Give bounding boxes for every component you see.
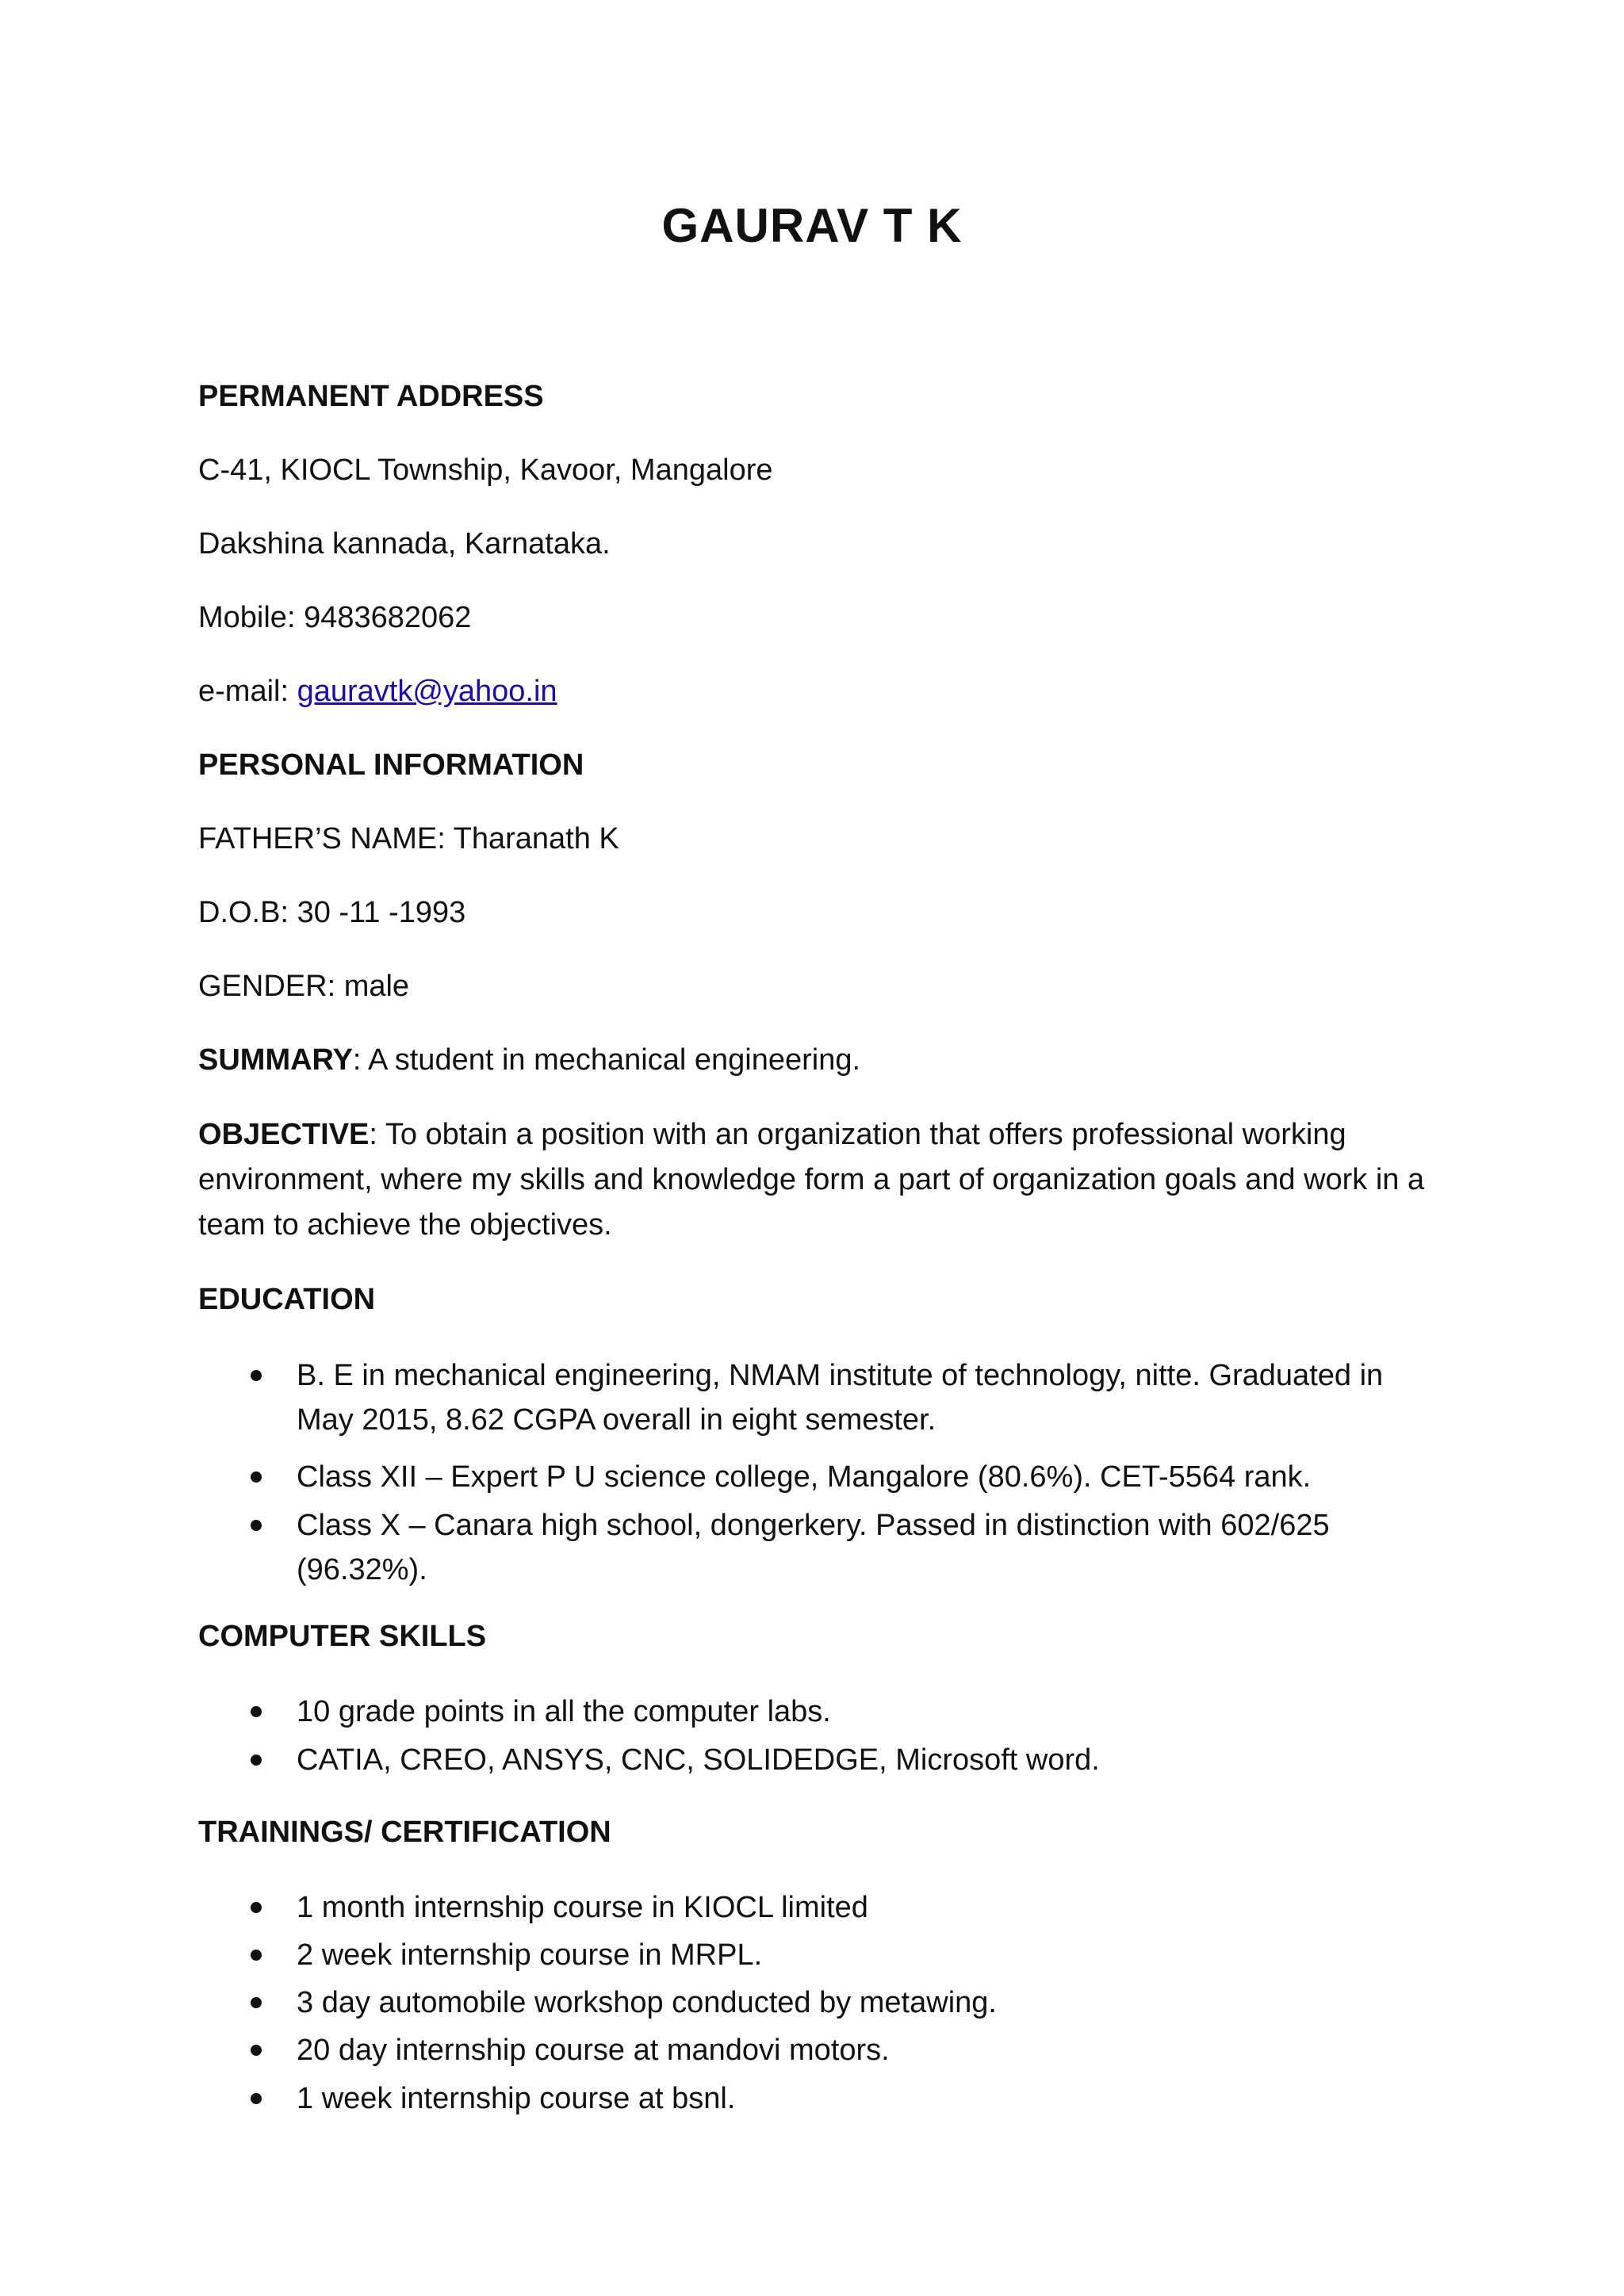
address-line-2: Dakshina kannada, Karnataka. bbox=[198, 527, 611, 561]
resume-name: GAURAV T K bbox=[661, 199, 963, 252]
address-line-1: C-41, KIOCL Township, Kavoor, Mangalore bbox=[198, 453, 773, 487]
training-item: 2 week internship course in MRPL. bbox=[297, 1938, 763, 1972]
gender: GENDER: male bbox=[198, 970, 410, 1003]
summary-row bbox=[198, 1038, 860, 1082]
bullet-icon bbox=[251, 1950, 262, 1961]
father-name: FATHER’S NAME: Tharanath K bbox=[198, 822, 619, 855]
education-heading: EDUCATION bbox=[198, 1283, 376, 1316]
bullet-icon bbox=[251, 1520, 262, 1531]
mobile-number: 9483682062 bbox=[304, 601, 472, 634]
bullet-icon bbox=[251, 1755, 262, 1766]
email-label: e-mail: bbox=[198, 675, 297, 708]
bullet-icon bbox=[251, 1706, 262, 1717]
objective-text: : To obtain a position with an organization that offers professional working environment, where my skills and knowledge form a part of organization goals and work in a team to achieve the objectives. bbox=[198, 1118, 1425, 1242]
mobile-row bbox=[198, 595, 471, 640]
bullet-icon bbox=[251, 1370, 262, 1381]
address-heading: PERMANENT ADDRESS bbox=[198, 380, 544, 413]
computer-skill-item: 10 grade points in all the computer labs. bbox=[297, 1695, 831, 1728]
training-item: 1 month internship course in KIOCL limited bbox=[297, 1891, 868, 1924]
objective-label: OBJECTIVE bbox=[198, 1118, 370, 1151]
date-of-birth: D.O.B: 30 -11 -1993 bbox=[198, 896, 466, 929]
bullet-icon bbox=[251, 2093, 262, 2104]
summary-label: SUMMARY bbox=[198, 1043, 353, 1077]
bullet-icon bbox=[251, 2045, 262, 2056]
training-item: 20 day internship course at mandovi motors. bbox=[297, 2034, 890, 2067]
personal-heading: PERSONAL INFORMATION bbox=[198, 748, 584, 782]
objective-paragraph bbox=[198, 1112, 1443, 1248]
bullet-icon bbox=[251, 1902, 262, 1913]
email-row bbox=[198, 669, 557, 714]
trainings-heading: TRAININGS/ CERTIFICATION bbox=[198, 1816, 611, 1849]
education-item: Class X – Canara high school, dongerkery. Passed in distinction with 602/625 (96.32%). bbox=[297, 1509, 1330, 1586]
bullet-icon bbox=[251, 1471, 262, 1483]
education-item: B. E in mechanical engineering, NMAM institute of technology, nitte. Graduated in May 2015, 8.62 CGPA overall in eight semester. bbox=[297, 1359, 1384, 1437]
training-item: 3 day automobile workshop conducted by metawing. bbox=[297, 1986, 997, 2019]
bullet-icon bbox=[251, 1997, 262, 2008]
computer-skill-item: CATIA, CREO, ANSYS, CNC, SOLIDEDGE, Microsoft word. bbox=[297, 1743, 1100, 1777]
computer-skills-heading: COMPUTER SKILLS bbox=[198, 1620, 487, 1653]
summary-text: : A student in mechanical engineering. bbox=[352, 1043, 861, 1077]
education-item: Class XII – Expert P U science college, Mangalore (80.6%). CET-5564 rank. bbox=[297, 1460, 1312, 1494]
email-link[interactable]: gauravtk@yahoo.in bbox=[297, 675, 557, 708]
training-item: 1 week internship course at bsnl. bbox=[297, 2082, 736, 2115]
mobile-label: Mobile: bbox=[198, 601, 304, 634]
